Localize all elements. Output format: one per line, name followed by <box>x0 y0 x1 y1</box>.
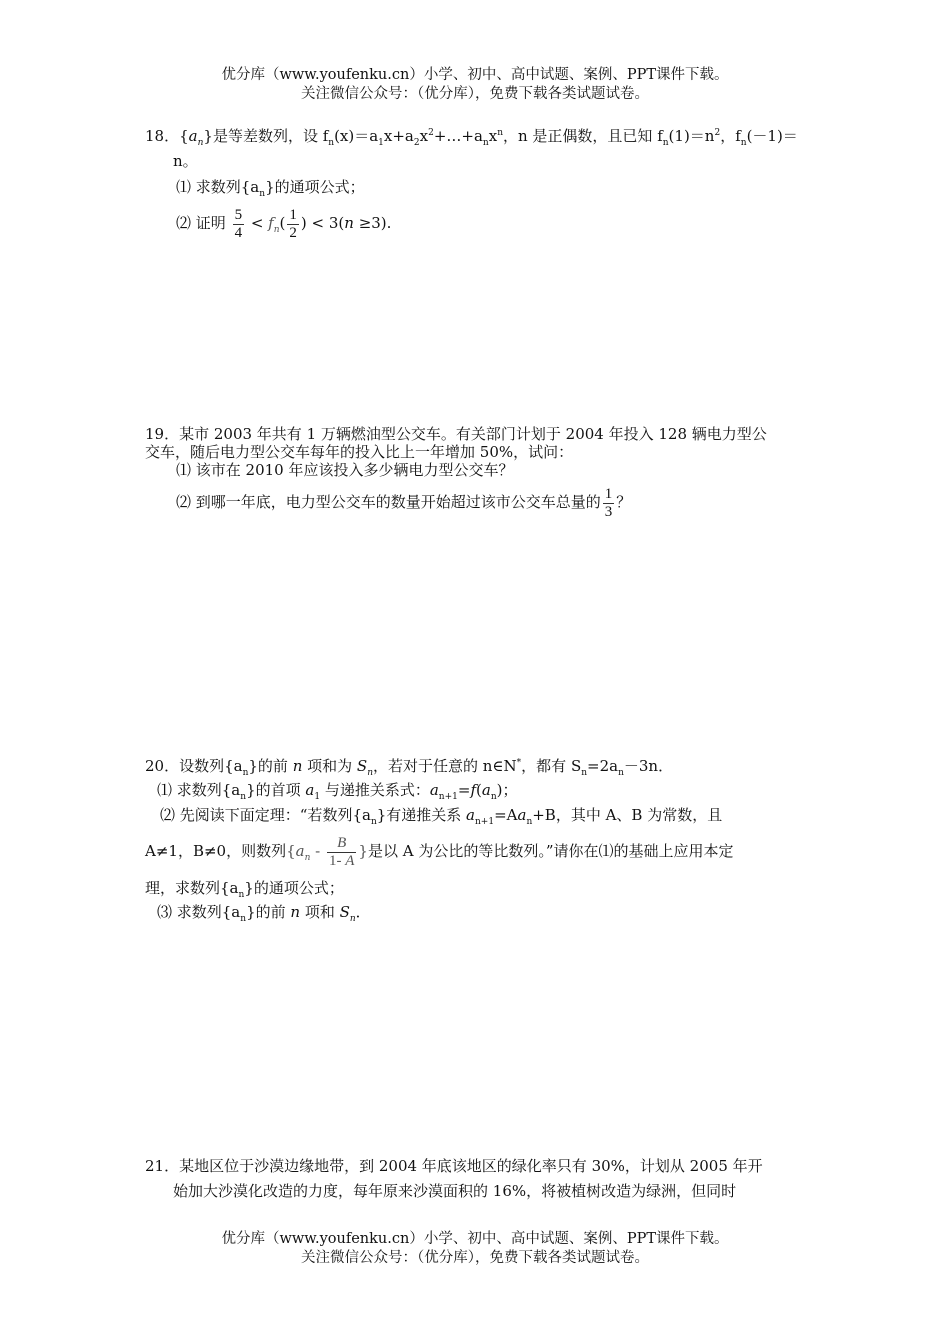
q20-part2-line1: ⑵ 先阅读下面定理：“若数列$\{a_n\}$有递推关系 $a_{n+1}=Aa_n+B$，其中 A、B 为常数，且 <box>160 806 723 827</box>
header-line-2: 关注微信公众号：（优分库），免费下载各类试题试卷。 <box>301 86 649 102</box>
footer-line-1: 优分库（www.youfenku.cn）小学、初中、高中试题、案例、PPT课件下载。 <box>221 1231 729 1247</box>
q18-part1-text: ⑴ 求数列{a <box>176 178 260 196</box>
q19-number: 19． <box>145 425 180 443</box>
q19-part2-tail: ？ <box>616 493 632 511</box>
header-line-1: 优分库（www.youfenku.cn）小学、初中、高中试题、案例、PPT课件下载。 <box>221 67 729 83</box>
q18-stem-cont: n。 <box>173 152 198 170</box>
q21-line-2: 始加大沙漠化改造的力度，每年原来沙漠面积的 16%，将被植树改造为绿洲，但同时 <box>173 1182 737 1200</box>
page-footer <box>0 1230 950 1268</box>
q19-part2-text: ⑵ 到哪一年底，电力型公交车的数量开始超过该市公交车总量的 <box>176 493 601 511</box>
q18-stem-b: n 是正偶数，且已知 f <box>518 127 663 145</box>
q20-stem-text: 设数列{a <box>179 757 243 775</box>
q20-part2-a: ⑵ 先阅读下面定理：“若数列{a <box>160 806 371 824</box>
fraction-one-half: $\frac{1}{2}$ <box>289 206 297 241</box>
q18-stem-a: 是等差数列，设 f <box>212 127 329 145</box>
page-header <box>0 66 950 104</box>
q18-part2-text: ⑵ 证明 <box>176 214 226 232</box>
q21-line-1 <box>145 1156 763 1176</box>
q19-line1-text: 某市 2003 年共有 1 万辆燃油型公交车。有关部门计划于 2004 年投入 128 辆电力型公 <box>179 425 767 443</box>
q18-part2: ⑵ 证明 $\frac{5}{4}$ < $f_n$( $\frac{1}{2}$ ) < 3(n ≥3). <box>176 206 392 241</box>
q20-part2-line2: A≠1，B≠0，则数列{$a_n$ - $\frac{B}{1- A}$ }是以 A 为公比的等比数列。”请你在⑴的基础上应用本定 <box>145 834 734 869</box>
q20-part1: ⑴ 求数列$\{a_n\}$的首项 $a_1$ 与递推关系式：$a_{n+1}=f(a_n)$； <box>157 781 518 802</box>
fraction-one-third: $\frac{1}{3}$ <box>604 485 613 520</box>
q18-part1: ⑴ 求数列$\{a_n\}$的通项公式； <box>176 178 365 199</box>
q20-part3: ⑶ 求数列$\{a_n\}$的前 n 项和 $S_n$． <box>157 903 371 924</box>
q20-number: 20． <box>145 757 180 775</box>
q21-number: 21． <box>145 1157 180 1175</box>
q21-line1-text: 某地区位于沙漠边缘地带，到 2004 年底该地区的绿化率只有 30%，计划从 2005 年开 <box>179 1157 763 1175</box>
q18-stem: 18．$\{a_n\}$是等差数列，设 $f_n(x)=a_1x+a_2x^2+\dots+a_nx^n$，n 是正偶数，且已知 $f_n(1)=n^2$，$f_n(-1)=$ <box>145 127 798 148</box>
q20-part2-c: 是以 A 为公比的等比数列。”请你在⑴的基础上应用本定 <box>367 842 734 860</box>
q19-line-1 <box>145 424 767 444</box>
q20-part2-d: 理，求数列{a <box>145 879 239 897</box>
q19-part1: ⑴ 该市在 2010 年应该投入多少辆电力型公交车？ <box>176 461 514 479</box>
q20-stem: 20．设数列$\{a_n\}$的前 n 项和为 $S_n$，若对于任意的 n∈N*，都有 $S_n=2a_n-3n$． <box>145 757 674 778</box>
footer-line-2: 关注微信公众号：（优分库），免费下载各类试题试卷。 <box>301 1250 649 1266</box>
q19-line-2: 交车，随后电力型公交车每年的投入比上一年增加 50%，试问： <box>145 443 574 461</box>
q19-part2 <box>176 482 631 522</box>
fraction-b-over-1-minus-a: $\frac{B}{1- A}$ <box>329 834 355 869</box>
q20-part2-b: A≠1，B≠0，则数列 <box>145 842 287 860</box>
q20-part1-text: ⑴ 求数列{a <box>157 781 241 799</box>
q18-number: 18． <box>145 127 180 145</box>
q20-part3-text: ⑶ 求数列{a <box>157 903 241 921</box>
q20-part2-line3: 理，求数列$\{a_n\}$的通项公式； <box>145 879 344 900</box>
fraction-five-fourths: $\frac{5}{4}$ <box>234 206 243 241</box>
q18-part1-tail: }的通项公式； <box>265 178 365 196</box>
